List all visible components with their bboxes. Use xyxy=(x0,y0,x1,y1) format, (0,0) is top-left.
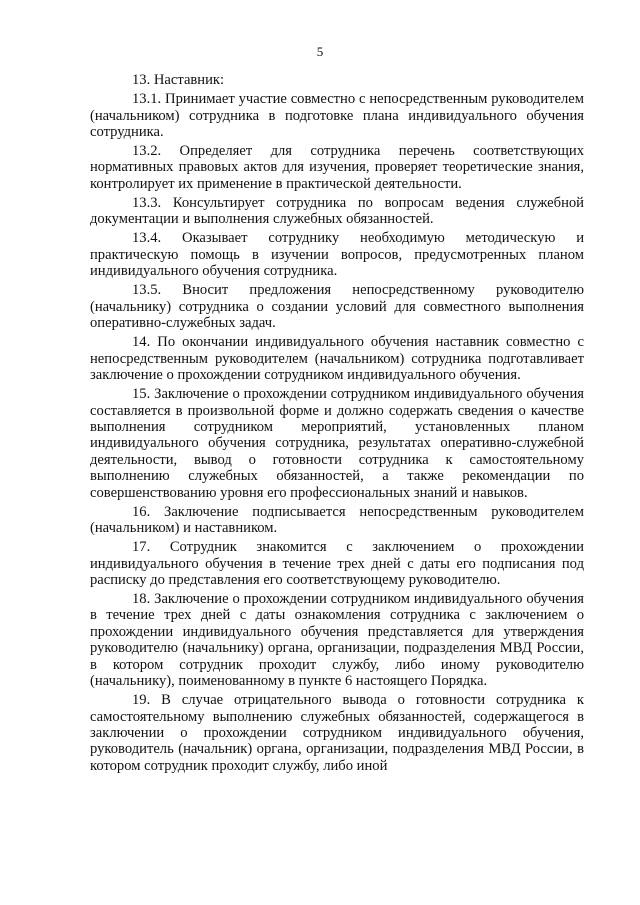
paragraph-13-1: 13.1. Принимает участие совместно с непосредственным руководителем (начальником) сотрудника в подготовке плана индивидуального обучения сотрудника. xyxy=(90,91,584,140)
paragraph-19: 19. В случае отрицательного вывода о готовности сотрудника к самостоятельному выполнению служебных обязанностей, содержащегося в заключении о прохождении сотрудником индивидуального обучения, руководитель (начальник) органа, организации, подразделения МВД России, в котором сотрудник проходит службу, либо иной xyxy=(90,692,584,774)
page-number: 5 xyxy=(316,44,324,59)
paragraph-13-2: 13.2. Определяет для сотрудника перечень соответствующих нормативных правовых актов для изучения, проверяет теоретические знания, контролирует их применение в практической деятельности. xyxy=(90,143,584,192)
paragraph-13-4: 13.4. Оказывает сотруднику необходимую методическую и практическую помощь в изучении вопросов, предусмотренных планом индивидуального обучения сотрудника. xyxy=(90,230,584,280)
paragraph-13-5: 13.5. Вносит предложения непосредственному руководителю (начальнику) сотрудника о создании условий для совместного выполнения оперативно-служебных задач. xyxy=(90,282,584,332)
paragraph-13: 13. Наставник: xyxy=(132,72,225,88)
paragraph-16: 16. Заключение подписывается непосредственным руководителем (начальником) и наставником. xyxy=(90,503,584,537)
paragraph-15: 15. Заключение о прохождении сотрудником индивидуального обучения составляется в произвольной форме и должно содержать сведения о качестве выполнения сотрудником мероприятий, установленных планом индивидуального обучения сотрудника, результатах оперативно-служебной деятельности, вывод о готовности сотрудника к самостоятельному выполнению служебных обязанностей, а также рекомендации по совершенствованию уровня его профессиональных знаний и навыков. xyxy=(90,386,584,501)
paragraph-17: 17. Сотрудник знакомится с заключением о прохождении индивидуального обучения в течение трех дней с даты его подписания под расписку до представления его соответствующему руководителю. xyxy=(90,539,584,588)
paragraph-14: 14. По окончании индивидуального обучения наставник совместно с непосредственным руководителем (начальником) сотрудника подготавливает заключение о прохождении сотрудником индивидуального обучения. xyxy=(90,334,584,384)
document-body xyxy=(90,72,584,777)
paragraph-13-3: 13.3. Консультирует сотрудника по вопросам ведения служебной документации и выполнения служебных обязанностей. xyxy=(90,194,584,228)
paragraph-18: 18. Заключение о прохождении сотрудником индивидуального обучения в течение трех дней с даты ознакомления сотрудника с заключением о прохождении индивидуального обучения представляется для утверждения руководителю (начальнику) органа, организации, подразделения МВД России, в котором сотрудник проходит службу, либо иному руководителю (начальнику), поименованному в пункте 6 настоящего Порядка. xyxy=(90,591,584,690)
